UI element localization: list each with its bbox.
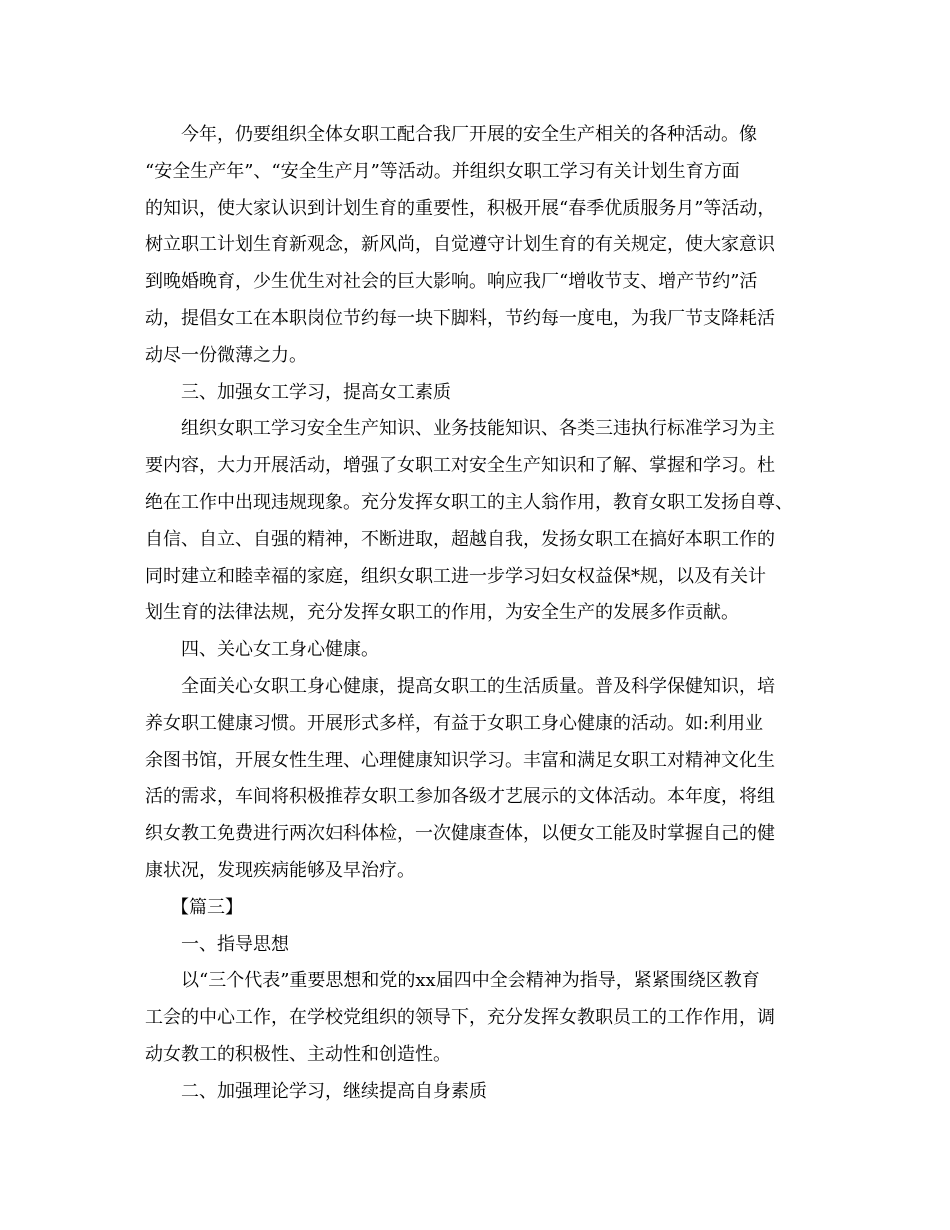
paragraph: [145, 411, 815, 632]
paragraph: [145, 669, 815, 890]
text-line: 同时建立和睦幸福的家庭，组织女职工进一步学习妇女权益保*规，以及有关计: [145, 565, 766, 587]
text-line: 活的需求，车间将积极推荐女职工参加各级才艺展示的文体活动。本年度，将组: [145, 786, 775, 808]
section-heading: 一、指导思想: [181, 933, 289, 955]
paragraph: [145, 963, 815, 1073]
text-line: 到晚婚晚育，少生优生对社会的巨大影响。响应我厂“增收节支、增产节约”活: [145, 271, 758, 293]
text-line: 自信、自立、自强的精神，不断进取，超越自我，发扬女职工在搞好本职工作的: [145, 528, 775, 550]
text-line: 织女教工免费进行两次妇科体检，一次健康查体，以便女工能及时掌握自己的健: [145, 823, 775, 845]
section-heading: 四、关心女工身心健康。: [181, 639, 379, 661]
text-line: “安全生产年”、“安全生产月”等活动。并组织女职工学习有关计划生育方面: [145, 160, 740, 182]
text-line: 要内容，大力开展活动，增强了女职工对安全生产知识和了解、掌握和学习。杜: [145, 455, 775, 477]
text-line: 树立职工计划生育新观念，新风尚，自觉遵守计划生育的有关规定，使大家意识: [145, 234, 775, 256]
text-line: 划生育的法律法规，充分发挥女职工的作用，为安全生产的发展多作贡献。: [145, 602, 739, 624]
text-line: 今年，仍要组织全体女职工配合我厂开展的安全生产相关的各种活动。像: [181, 124, 757, 145]
text-line: 绝在工作中出现违规现象。充分发挥女职工的主人翁作用，教育女职工发扬自尊、: [145, 491, 793, 513]
section-heading: 二、加强理论学习，继续提高自身素质: [181, 1080, 487, 1102]
text-line: 康状况，发现疾病能够及早治疗。: [145, 859, 415, 881]
text-line: 的知识，使大家认识到计划生育的重要性，积极开展“春季优质服务月”等活动，: [145, 197, 776, 219]
text-line: 以“三个代表”重要思想和党的xx届四中全会精神为指导，紧紧围绕区教育: [181, 970, 760, 992]
text-line: 动女教工的积极性、主动性和创造性。: [145, 1043, 451, 1065]
text-line: 工会的中心工作，在学校党组织的领导下，充分发挥女教职员工的工作作用，调: [145, 1007, 775, 1029]
text-line: 余图书馆，开展女性生理、心理健康知识学习。丰富和满足女职工对精神文化生: [145, 749, 775, 771]
document-body: [145, 117, 815, 1111]
text-line: 动，提倡女工在本职岗位节约每一块下脚料，节约每一度电，为我厂节支降耗活: [145, 307, 775, 329]
section-heading: 三、加强女工学习，提高女工素质: [181, 381, 451, 403]
text-line: 养女职工健康习惯。开展形式多样，有益于女职工身心健康的活动。如:利用业: [145, 712, 764, 734]
text-line: 全面关心女职工身心健康，提高女职工的生活质量。普及科学保健知识，培: [181, 675, 775, 697]
text-line: 组织女职工学习安全生产知识、业务技能知识、各类三违执行标准学习为主: [181, 418, 775, 440]
paragraph: [145, 117, 815, 375]
text-line: 动尽一份微薄之力。: [145, 344, 307, 366]
section-marker: 【篇三】: [171, 896, 243, 918]
